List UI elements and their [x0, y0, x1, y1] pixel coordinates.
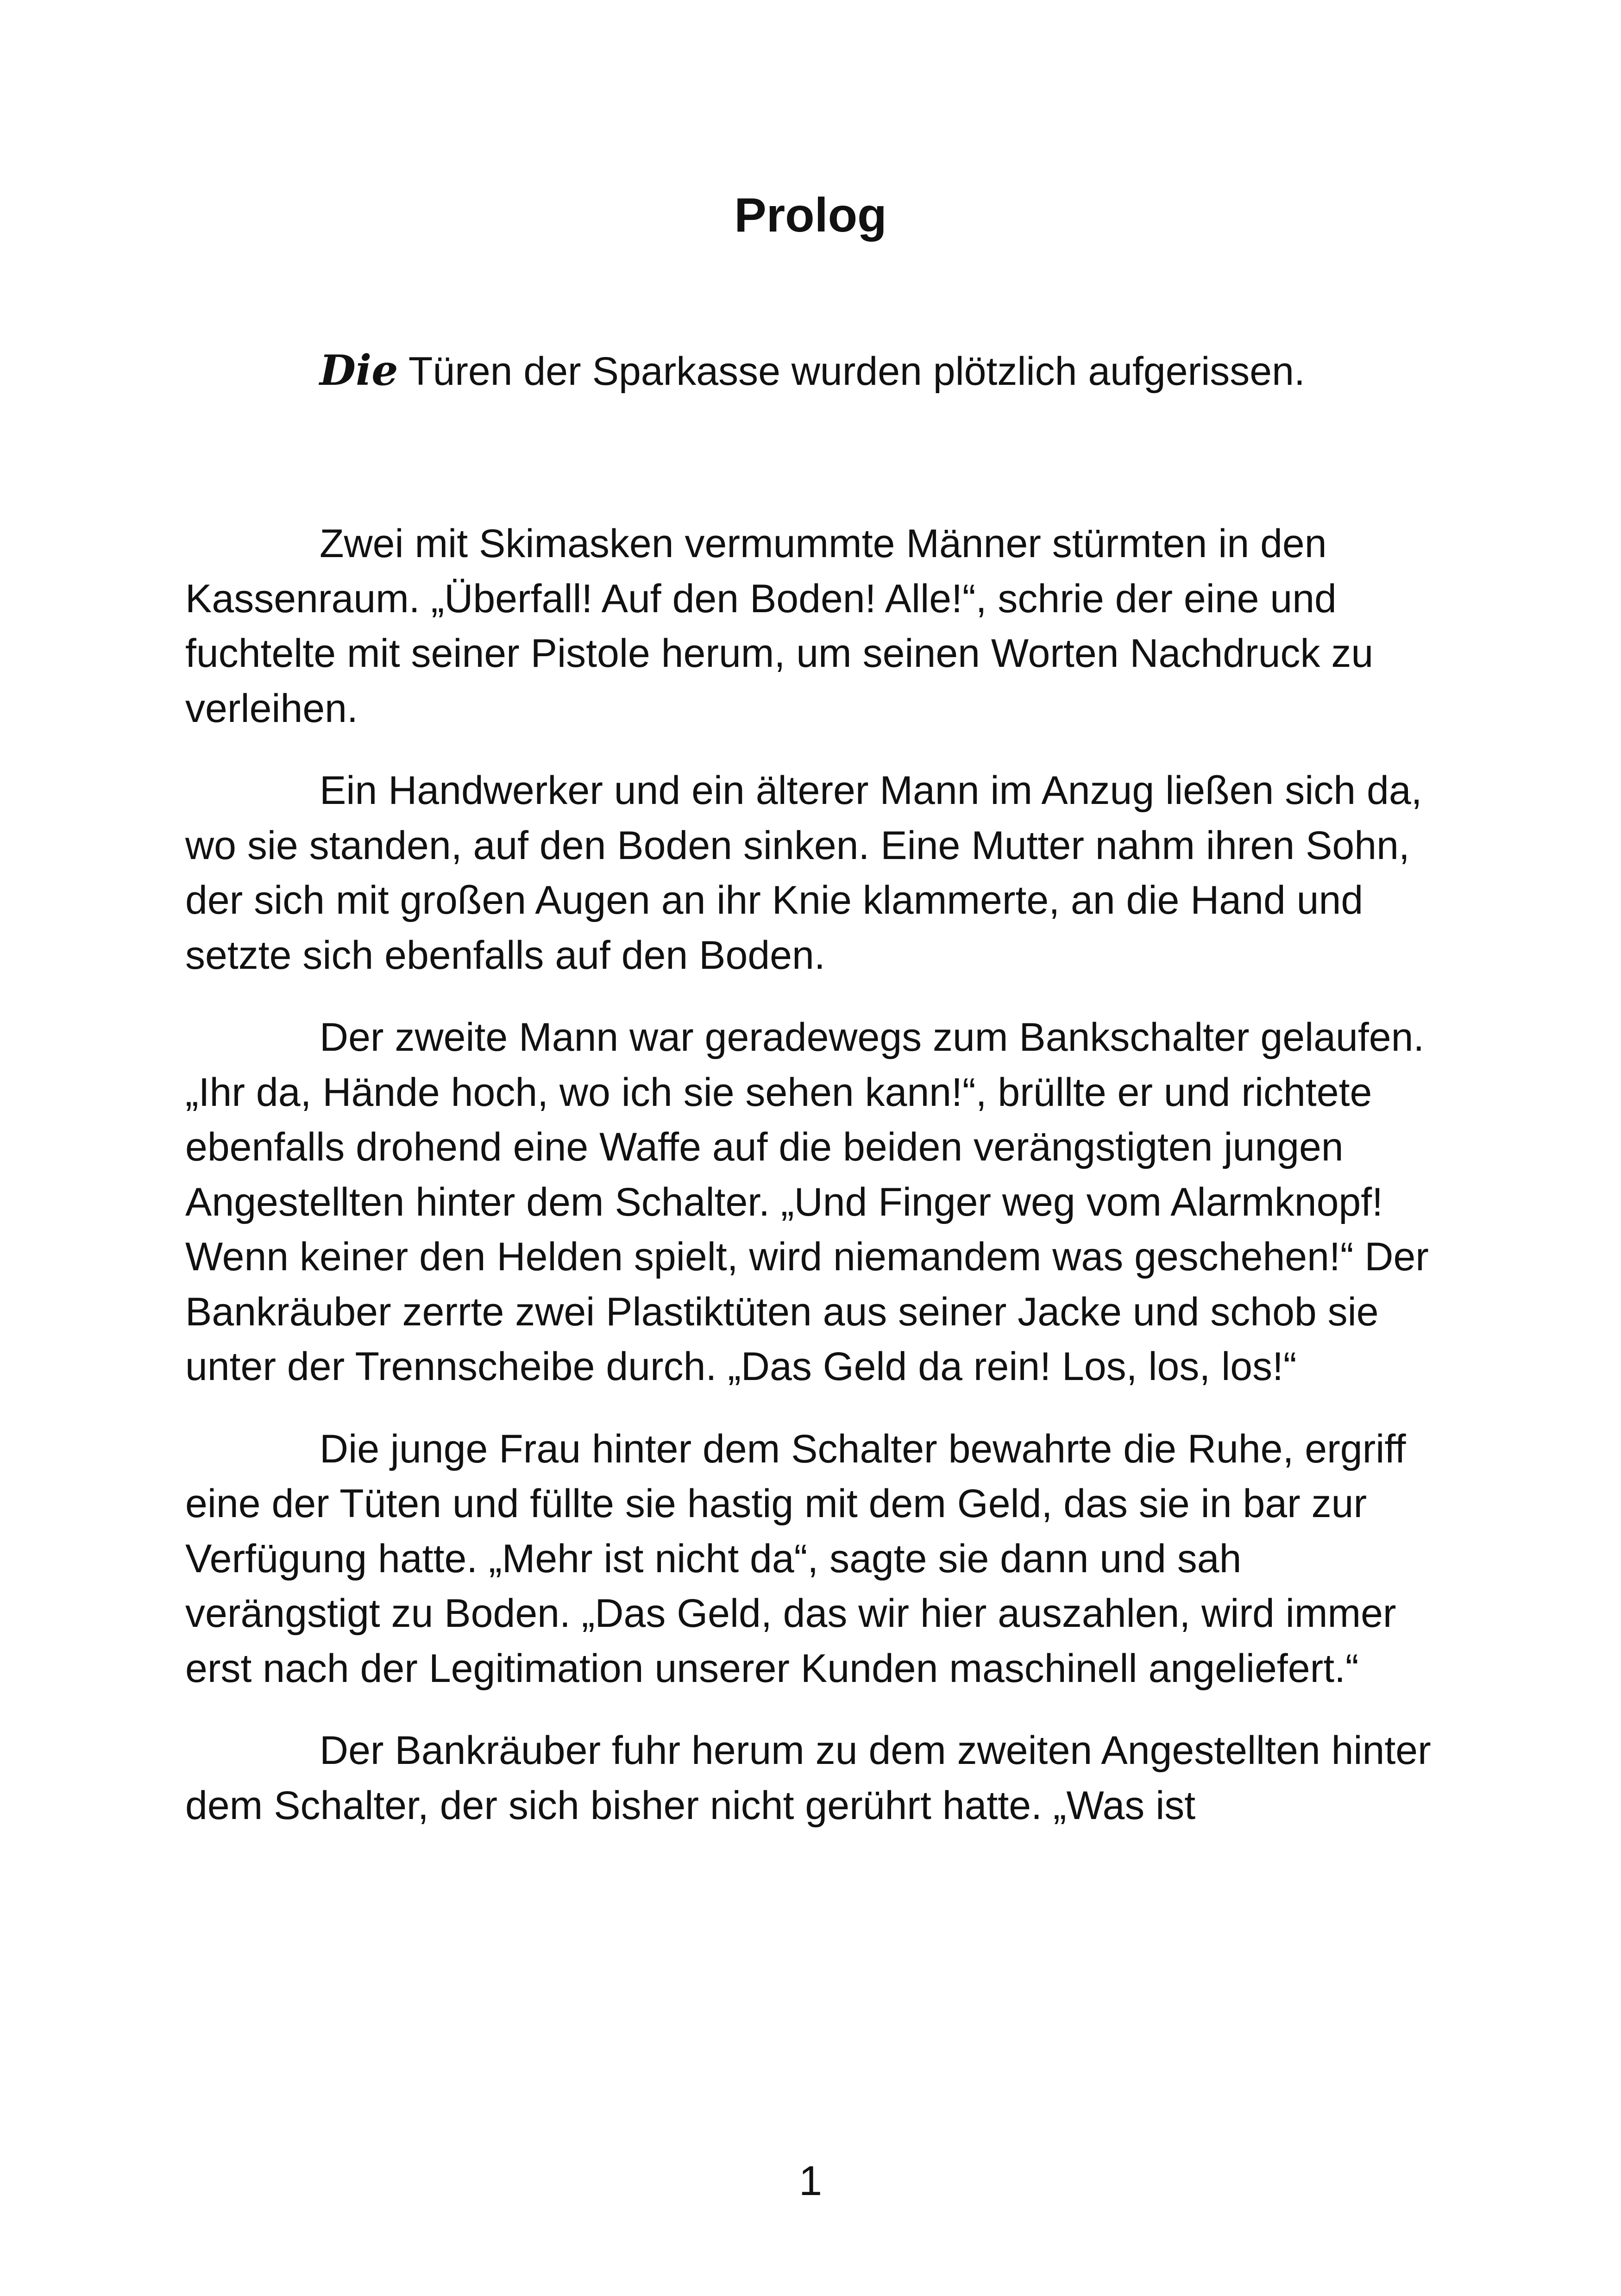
body-text: [185, 516, 1436, 1860]
paragraph: Der zweite Mann war geradewegs zum Bankschalter gelaufen. „Ihr da, Hände hoch, wo ich sie sehen kann!“, brüllte er und richtete ebenfalls drohend eine Waffe auf die beiden verängstigten jungen Angestellten hinter dem Schalter. „Und Finger weg vom Alarmknopf! Wenn keiner den Helden spielt, wird niemandem was geschehen!“ Der Bankräuber zerrte zwei Plastiktüten aus seiner Jacke und schob sie unter der Trennscheibe durch. „Das Geld da rein! Los, los, los!“: [185, 1015, 1429, 1389]
paragraph: Der Bankräuber fuhr herum zu dem zweiten Angestellten hinter dem Schalter, der sich bisher nicht gerührt hatte. „Was ist: [185, 1728, 1431, 1828]
paragraph: Die junge Frau hinter dem Schalter bewahrte die Ruhe, ergriff eine der Tüten und füllte sie hastig mit dem Geld, das sie in bar zur Verfügung hatte. „Mehr ist nicht da“, sagte sie dann und sah verängstigt zu Boden. „Das Geld, das wir hier auszahlen, wird immer erst nach der Legitimation unserer Kunden maschinell angeliefert.“: [185, 1426, 1406, 1691]
opening-sentence-text: Türen der Sparkasse wurden plötzlich aufgerissen.: [398, 349, 1305, 394]
page-number: 1: [798, 2158, 823, 2204]
paragraph: Zwei mit Skimasken vermummte Männer stürmten in den Kassenraum. „Überfall! Auf den Boden! Alle!“, schrie der eine und fuchtelte mit seiner Pistole herum, um seinen Worten Nachdruck zu verleihen.: [185, 521, 1374, 731]
paragraph: Ein Handwerker und ein älterer Mann im Anzug ließen sich da, wo sie standen, auf den Boden sinken. Eine Mutter nahm ihren Sohn, der sich mit großen Augen an ihr Knie klammerte, an die Hand und setzte sich ebenfalls auf den Boden.: [185, 768, 1422, 978]
opening-sentence: [185, 343, 1436, 399]
chapter-title: Prolog: [734, 188, 887, 242]
decorative-first-word: Die: [320, 346, 398, 395]
